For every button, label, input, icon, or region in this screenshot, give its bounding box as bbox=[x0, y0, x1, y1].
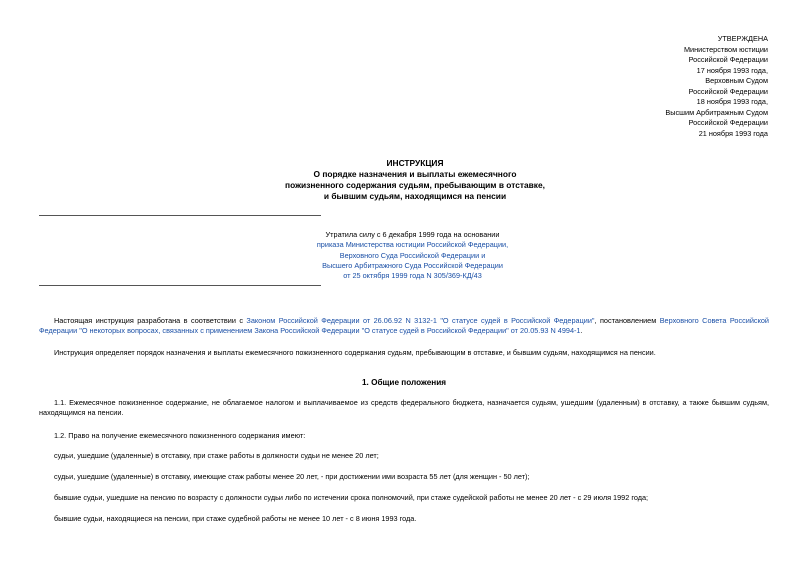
list-item: бывшие судьи, находящиеся на пенсии, при стаже судебной работы не менее 10 лет - с 8 июня 1993 года. bbox=[54, 514, 417, 523]
list-item: судьи, ушедшие (удаленные) в отставку, при стаже работы в должности судьи не менее 20 лет; bbox=[54, 451, 379, 460]
intro-text: . bbox=[580, 326, 583, 336]
title-line: и бывшим судьям, находящимся на пенсии bbox=[323, 191, 507, 201]
approval-line: Российской Федерации bbox=[688, 118, 768, 127]
approval-line: Министерством юстиции bbox=[683, 44, 768, 54]
purpose-paragraph: Инструкция определяет порядок назначения и выплаты ежемесячного пожизненного содержания судьям, пребывающим в отставке, и бывшим судьям, находящимся на пенсии. bbox=[54, 348, 656, 357]
notice-link-line[interactable]: приказа Министерства юстиции Российской Федерации, bbox=[316, 240, 509, 250]
approval-block bbox=[665, 34, 768, 139]
approval-line: 21 ноября 1993 года bbox=[698, 128, 768, 138]
title-line: О порядке назначения и выплаты ежемесячного bbox=[313, 169, 517, 179]
paragraph-1-1: 1.1. Ежемесячное пожизненное содержание, не облагаемое налогом и выплачиваемое из средств федерального бюджета, назначается судьям, ушедшим (удаленным) в отставку, а также бывшим судьям, находящимся на пенсии. bbox=[39, 398, 769, 418]
divider-bottom bbox=[39, 285, 321, 286]
title-line: ИНСТРУКЦИЯ bbox=[386, 158, 444, 168]
approval-line: Российской Федерации bbox=[688, 86, 768, 96]
resolution-link[interactable]: Верховного Совета Российской Федерации "О некоторых вопросах, связанных с применением Закона Российской Федерации "О статусе судей в Российской Федерации" от 20.05.93 N 4994-1 bbox=[39, 316, 769, 336]
intro-paragraph bbox=[39, 316, 769, 337]
divider-top bbox=[39, 215, 321, 216]
notice-link-line[interactable]: Высшего Арбитражного Суда Российской Федерации bbox=[322, 260, 503, 270]
repeal-notice bbox=[280, 230, 545, 281]
approval-line: Высшим Арбитражным Судом bbox=[665, 107, 768, 117]
intro-text: Настоящая инструкция разработана в соответствии с bbox=[54, 316, 247, 325]
law-link[interactable]: Законом Российской Федерации от 26.06.92 N 3132-1 "О статусе судей в Российской Федерации" bbox=[246, 316, 595, 325]
approval-line: 17 ноября 1993 года, bbox=[696, 65, 768, 75]
approval-line: Верховным Судом bbox=[705, 76, 768, 85]
approval-line: УТВЕРЖДЕНА bbox=[717, 34, 768, 43]
title-line: пожизненного содержания судьям, пребывающим в отставке, bbox=[285, 180, 545, 190]
section-heading: 1. Общие положения bbox=[361, 378, 447, 387]
paragraph-1-2: 1.2. Право на получение ежемесячного пожизненного содержания имеют: bbox=[54, 431, 306, 440]
notice-link-line[interactable]: от 25 октября 1999 года N 305/369-КД/43 bbox=[343, 271, 482, 281]
document-title bbox=[220, 158, 610, 202]
list-item: судьи, ушедшие (удаленные) в отставку, имеющие стаж работы менее 20 лет, - при достижении ими возраста 55 лет (для женщин - 50 лет); bbox=[54, 472, 530, 481]
approval-line: 18 ноября 1993 года, bbox=[696, 97, 768, 106]
intro-text: , постановлением bbox=[594, 316, 660, 325]
notice-text: Утратила силу с 6 декабря 1999 года на основании bbox=[325, 230, 500, 239]
notice-link-line[interactable]: Верховного Суда Российской Федерации и bbox=[339, 250, 486, 260]
approval-line: Российской Федерации bbox=[688, 55, 768, 64]
list-item: бывшие судьи, ушедшие на пенсию по возрасту с должности судьи либо по истечении срока полномочий, при стаже судейской работы не менее 20 лет - с 29 июля 1992 года; bbox=[54, 493, 649, 502]
